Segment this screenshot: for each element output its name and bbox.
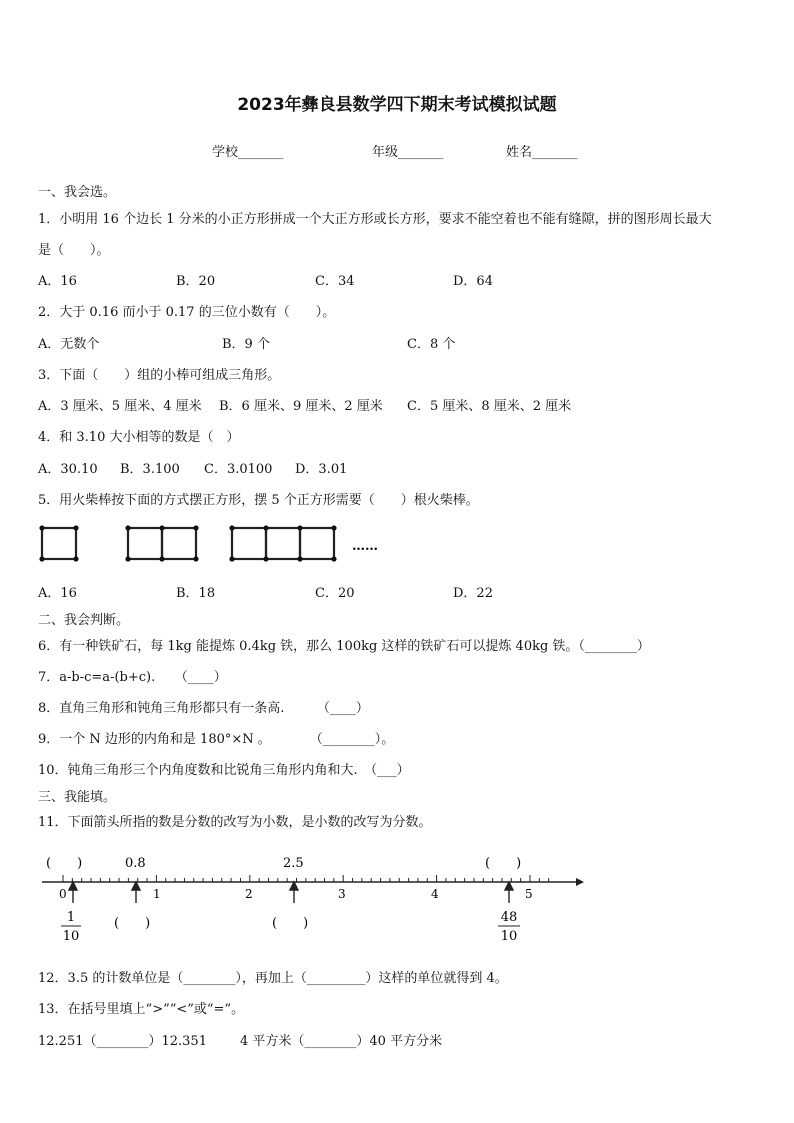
q1-option-d: D．64: [453, 274, 493, 289]
q13-text: 13．在括号里填上“>”“<”或“=”。: [38, 1002, 245, 1017]
q1-option-c: C．34: [315, 274, 355, 289]
tick-label-1: 1: [153, 887, 161, 901]
arrow-up-head: [69, 882, 77, 890]
q1-text-line2: 是（ ）。: [38, 243, 110, 258]
q2-option-c: C．8 个: [407, 337, 456, 352]
q12-text: 12．3.5 的计数单位是（________），再加上（_________）这样的单位就得到 4。: [38, 971, 508, 986]
q3-option-b: B．6 厘米、9 厘米、2 厘米: [219, 399, 383, 414]
q1-text-line1: 1．小明用 16 个边长 1 分米的小正方形拼成一个大正方形或长方形，要求不能空着也不能有缝隙，拼的图形周长最大: [38, 212, 712, 227]
fraction-1-numerator: 1: [66, 910, 76, 925]
q13-item-2: 4 平方米（________）40 平方分米: [240, 1034, 443, 1049]
top-label-0-8: 0.8: [125, 856, 146, 871]
q10-text: 10．钝角三角形三个内角度数和比锐角三角形内角和大. （___）: [38, 763, 410, 778]
arrow-up-head: [132, 882, 140, 890]
fraction-1-denominator: 10: [62, 929, 80, 944]
section-3-heading: 三、我能填。: [38, 790, 117, 805]
q4-text: 4．和 3.10 大小相等的数是（ ）: [38, 430, 240, 445]
tick-label-4: 4: [431, 887, 439, 901]
q3-option-c: C．5 厘米、8 厘米、2 厘米: [407, 399, 572, 414]
arrow-up-head: [505, 882, 513, 890]
q4-option-b: B．3.100: [120, 462, 180, 477]
fraction-2-denominator: 10: [500, 929, 518, 944]
q3-text: 3．下面（ ）组的小棒可组成三角形。: [38, 368, 281, 383]
q1-option-a: A．16: [38, 274, 77, 289]
q5-option-a: A．16: [38, 586, 77, 601]
q4-option-d: D．3.01: [295, 462, 348, 477]
q9-text: 9．一个 N 边形的内角和是 180°×N 。 （________）。: [38, 732, 395, 747]
tick-label-2: 2: [245, 887, 253, 901]
q1-option-b: B．20: [176, 274, 216, 289]
matchstick-square: [266, 528, 300, 559]
q5-option-c: C．20: [315, 586, 355, 601]
top-label-blank-1: ( ): [46, 856, 83, 871]
number-line-figure: [36, 848, 596, 948]
grade-field: 年级_______: [372, 145, 444, 160]
matchstick-figure: [36, 520, 396, 566]
matchstick-square: [232, 528, 266, 559]
matchstick-square: [162, 528, 196, 559]
axis-arrowhead: [576, 878, 584, 886]
matchstick-square: [300, 528, 334, 559]
q4-option-a: A．30.10: [38, 462, 98, 477]
q2-option-b: B．9 个: [222, 337, 270, 352]
q2-option-a: A．无数个: [38, 337, 100, 352]
q5-option-b: B．18: [176, 586, 216, 601]
q7-text: 7．a-b-c=a-(b+c). （____）: [38, 670, 227, 685]
q5-option-d: D．22: [453, 586, 493, 601]
q6-text: 6．有一种铁矿石，每 1kg 能提炼 0.4kg 铁，那么 100kg 这样的铁矿石可以提炼 40kg 铁。（________）: [38, 639, 650, 654]
tick-label-0: 0: [59, 887, 67, 901]
top-label-blank-2: ( ): [485, 856, 522, 871]
bottom-blank-1: ( ): [114, 916, 151, 931]
ellipsis-text: ……: [352, 539, 378, 554]
page-title: 2023年彝良县数学四下期末考试模拟试题: [237, 95, 557, 115]
school-field: 学校_______: [212, 145, 284, 160]
name-field: 姓名_______: [506, 145, 578, 160]
top-label-2-5: 2.5: [283, 856, 304, 871]
tick-label-5: 5: [525, 887, 533, 901]
q5-text: 5．用火柴棒按下面的方式摆正方形，摆 5 个正方形需要（ ）根火柴棒。: [38, 493, 479, 508]
matchstick-square: [42, 528, 76, 559]
q8-text: 8．直角三角形和钝角三角形都只有一条高. （____）: [38, 701, 369, 716]
section-1-heading: 一、我会选。: [38, 185, 117, 200]
q2-text: 2．大于 0.16 而小于 0.17 的三位小数有（ ）。: [38, 305, 336, 320]
q3-option-a: A．3 厘米、5 厘米、4 厘米: [38, 399, 202, 414]
matchstick-square: [128, 528, 162, 559]
q13-item-1: 12.251（________）12.351: [38, 1034, 207, 1049]
fraction-2-numerator: 48: [500, 910, 518, 925]
bottom-blank-2: ( ): [272, 916, 309, 931]
q11-text: 11．下面箭头所指的数是分数的改写为小数，是小数的改写为分数。: [38, 815, 432, 830]
q4-option-c: C．3.0100: [204, 462, 273, 477]
tick-label-3: 3: [338, 887, 346, 901]
arrow-up-head: [290, 882, 298, 890]
section-2-heading: 二、我会判断。: [38, 613, 130, 628]
